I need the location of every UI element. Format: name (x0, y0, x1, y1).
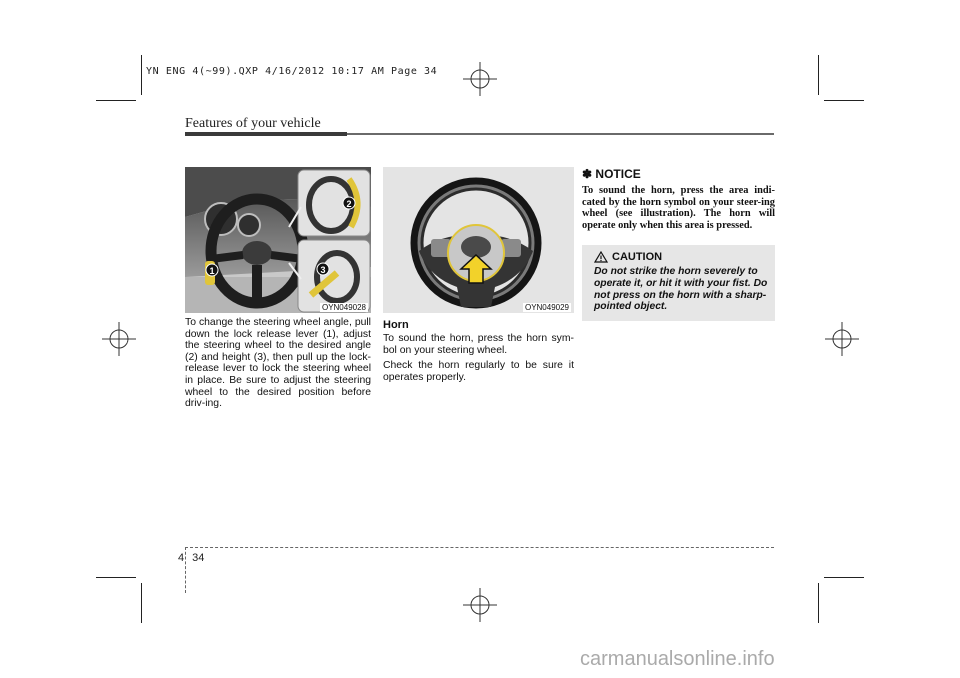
registration-mark-icon (463, 62, 497, 96)
horn-paragraph: To sound the horn, press the horn sym-bol on your steering wheel. (383, 333, 574, 356)
right-column (582, 167, 775, 321)
page-number (178, 552, 204, 564)
print-slug: YN ENG 4(~99).QXP 4/16/2012 10:17 AM Page 34 (146, 66, 438, 77)
horn-paragraph: Check the horn regularly to be sure it operates properly. (383, 360, 574, 383)
crop-mark (96, 577, 136, 578)
footer-rule (185, 547, 774, 548)
steering-dashboard-image (185, 167, 371, 313)
steering-wheel-image (383, 167, 574, 313)
crop-mark (141, 583, 142, 623)
chapter-number: 4 (178, 552, 185, 564)
svg-text:2: 2 (346, 199, 352, 209)
crop-mark (824, 100, 864, 101)
svg-text:3: 3 (320, 265, 326, 275)
crop-mark (818, 55, 819, 95)
header-rule (185, 132, 347, 136)
callout-2 (343, 197, 355, 209)
steering-adjust-text: To change the steering wheel angle, pull down the lock release lever (1), adjust the steering wheel to the desired angle (2) and height (3), then pull up the lock-release lever to lock the steering wheel in place. Be sure to adjust the steering wheel to the desired position before driv-ing. (185, 317, 371, 410)
registration-mark-icon (463, 588, 497, 622)
figure-code: OYN049028 (321, 303, 366, 312)
notice-text: To sound the horn, press the area indi-cated by the horn symbol on your steer-ing wheel (see illustration). The horn will operate only when this area is pressed. (582, 185, 775, 231)
crop-mark (818, 583, 819, 623)
crop-mark (96, 100, 136, 101)
registration-mark-icon (825, 322, 859, 356)
registration-mark-icon (102, 322, 136, 356)
watermark-text: carmanualsonline.info (580, 648, 775, 670)
middle-column (383, 167, 574, 383)
steering-adjust-illustration (185, 167, 371, 313)
warning-triangle-icon (594, 251, 608, 263)
notice-title: NOTICE (595, 167, 641, 181)
callout-3 (317, 263, 329, 275)
caution-text: Do not strike the horn severely to operate it, or hit it with your fist. Do not press on the horn with a sharp-pointed object. (594, 266, 768, 313)
crop-mark (824, 577, 864, 578)
page-number-value: 34 (192, 552, 205, 564)
horn-heading: Horn (383, 319, 409, 331)
header-rule (347, 133, 774, 135)
caution-box (582, 245, 775, 320)
left-column (185, 167, 371, 410)
svg-text:1: 1 (209, 266, 215, 276)
notice-star-icon: ✽ (582, 167, 593, 181)
callout-1 (206, 264, 218, 276)
horn-illustration (383, 167, 574, 313)
caution-header (594, 251, 769, 263)
caution-title: CAUTION (612, 251, 663, 264)
notice-heading (582, 167, 775, 181)
section-title: Features of your vehicle (185, 116, 321, 131)
crop-mark (141, 55, 142, 95)
figure-code: OYN049029 (524, 303, 569, 312)
